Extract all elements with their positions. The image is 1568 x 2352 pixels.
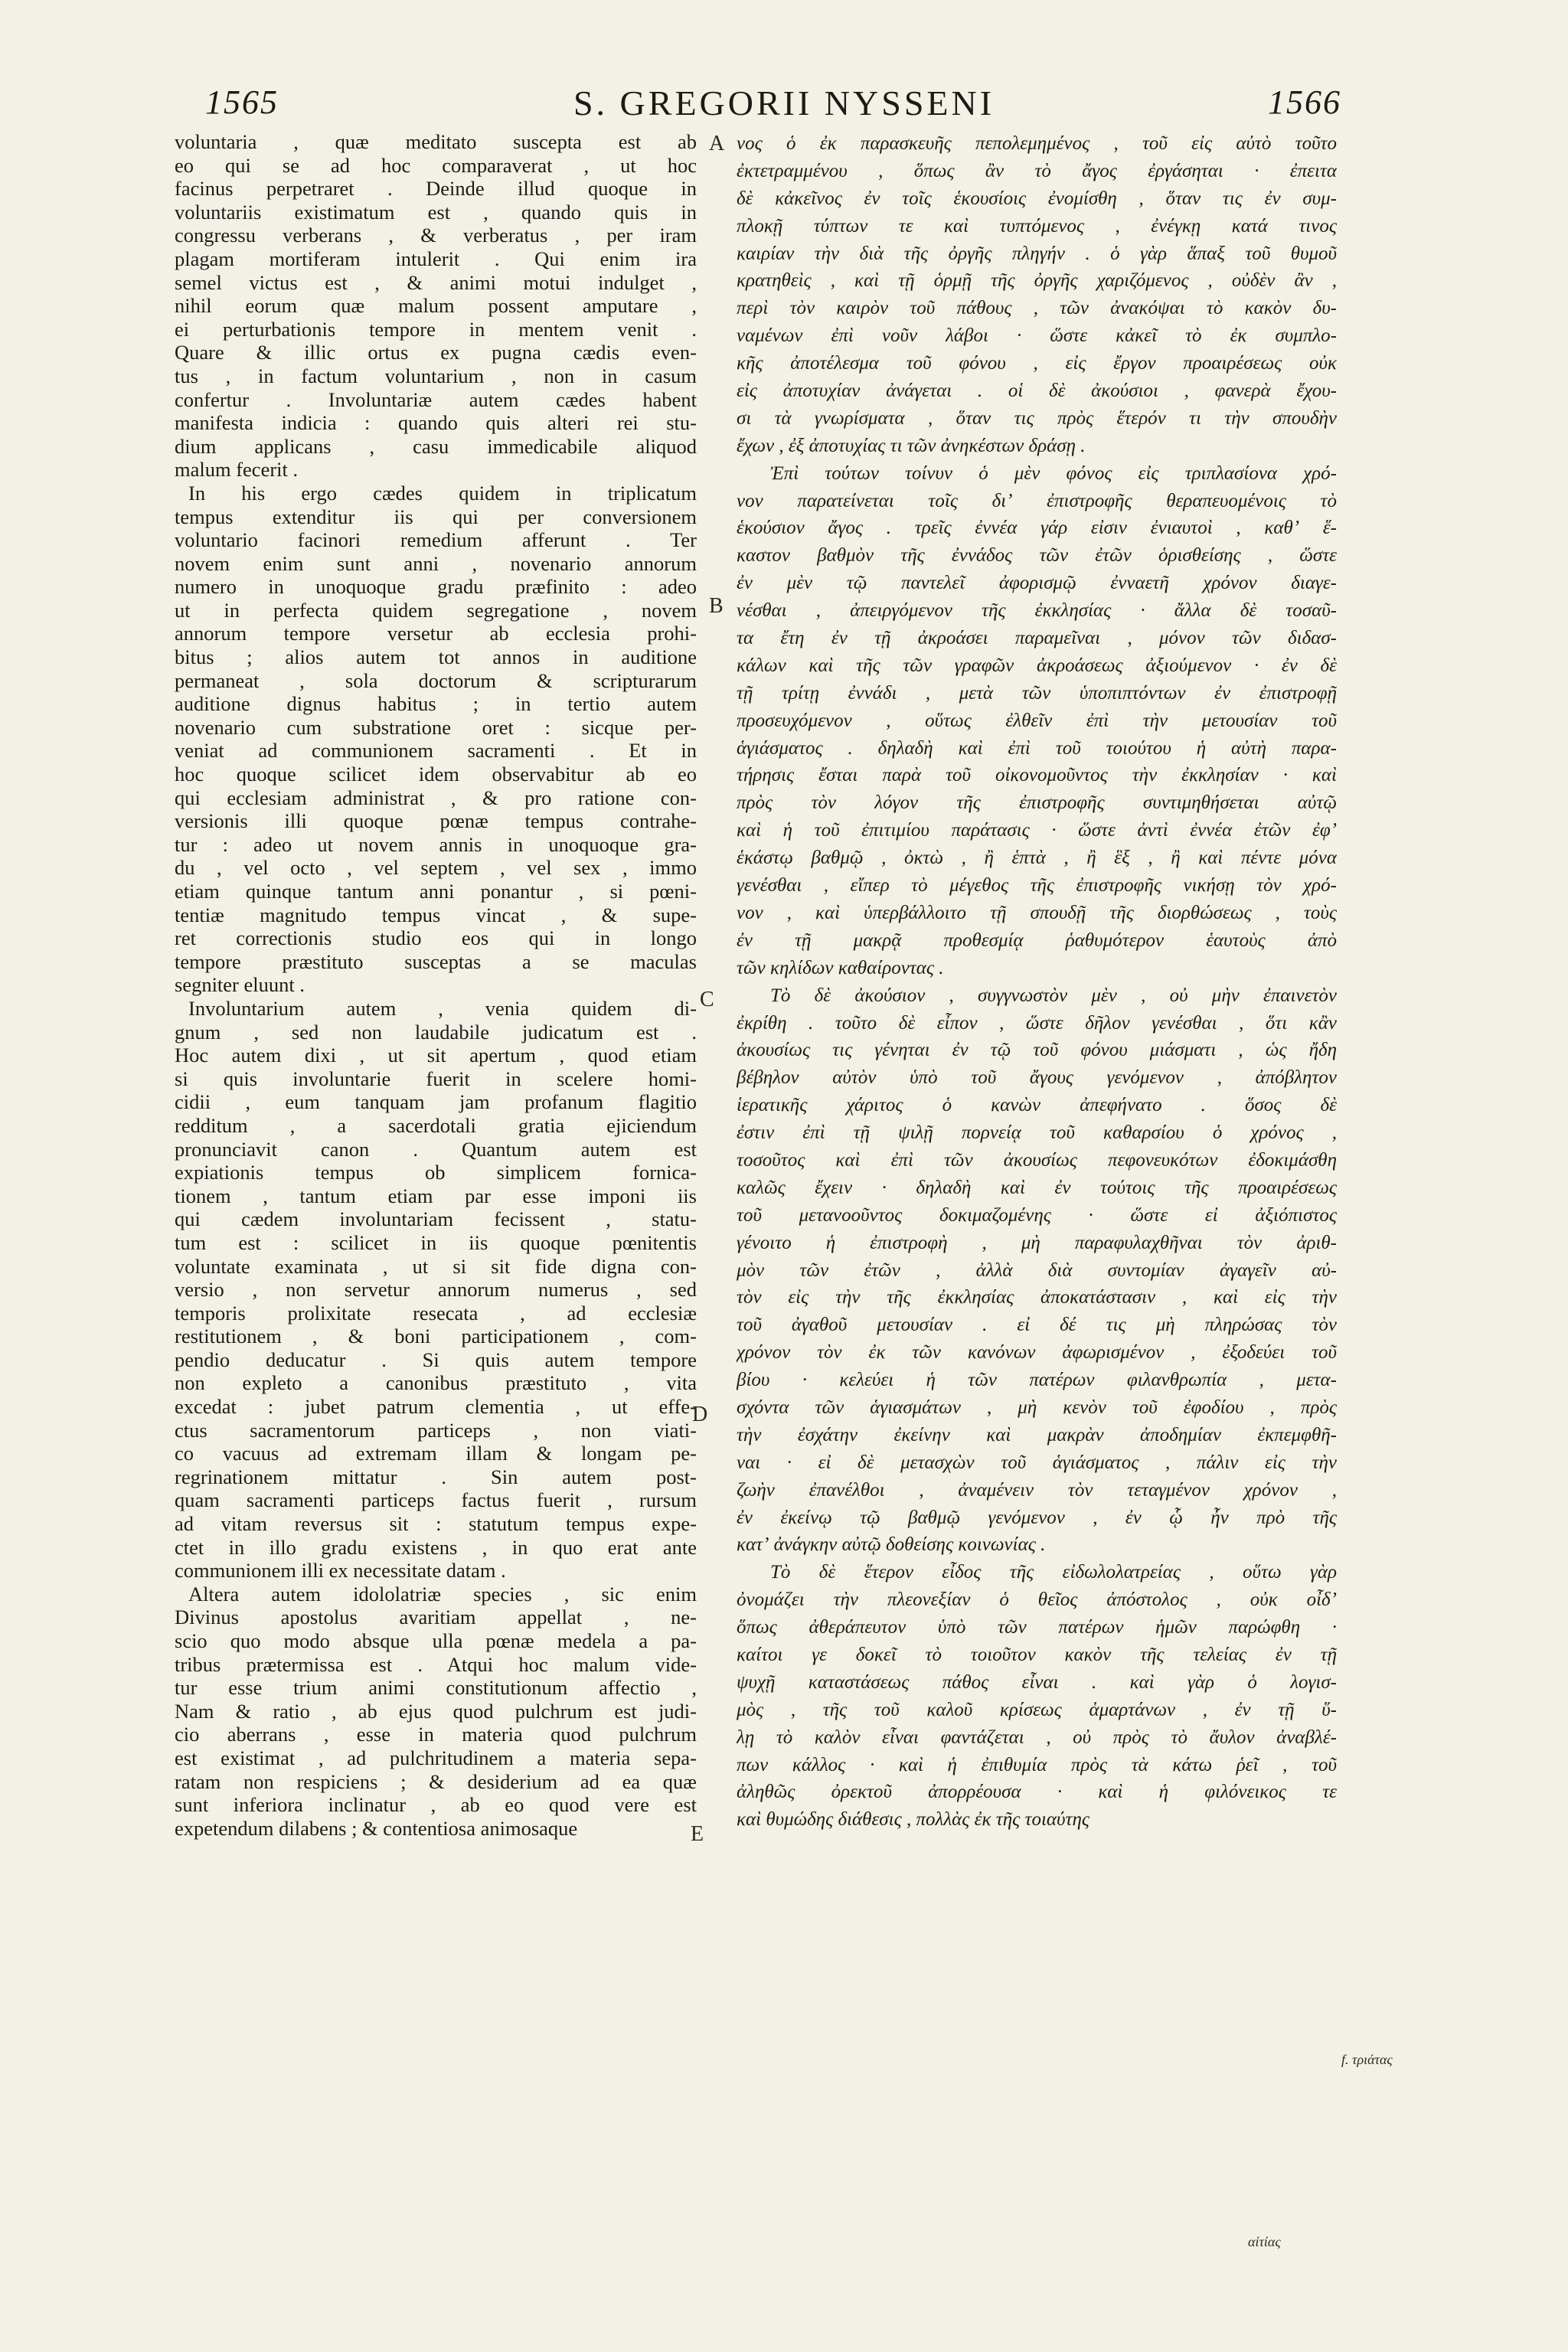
latin-text-line: Altera autem idololatriæ species , sic enim	[188, 1582, 697, 1606]
latin-text-line: pronunciavit canon . Quantum autem est	[175, 1137, 697, 1161]
latin-text-line: tum est : scilicet in iis quoque pœnitentis	[175, 1230, 697, 1254]
greek-text-line: ἁγιάσματος . δηλαδὴ καὶ ἐπὶ τοῦ τοιούτου ἡ αὐτὴ παρα-	[737, 737, 1337, 759]
latin-text-line: confertur . Involuntariæ autem cædes habent	[175, 387, 697, 411]
section-marker-d: D	[692, 1403, 708, 1426]
page-header	[0, 83, 1568, 129]
greek-text-line: ἑκάστῳ βαθμῷ , ὀκτὼ , ἢ ἑπτὰ , ἢ ἓξ , ἢ καὶ πέντε μόνα	[737, 848, 1337, 869]
latin-text-line: sunt inferiora inclinatur , ab eo quod vere est	[175, 1793, 697, 1817]
latin-text-line: ad vitam reversus sit : statutum tempus expe-	[175, 1512, 697, 1536]
latin-text-line: tribus prætermissa est . Atqui hoc malum vide-	[175, 1652, 697, 1676]
greek-text-line: τοῦ ἀγαθοῦ μετουσίαν . εἰ δέ τις μὴ πληρώσας τὸν	[737, 1315, 1337, 1336]
latin-text-line: ratam non respiciens ; & desiderium ad ea quæ	[175, 1769, 697, 1793]
latin-text-line: voluntario facinori remedium afferunt . Ter	[175, 528, 697, 552]
latin-column	[175, 130, 697, 1840]
latin-text-line: tempore præstituto susceptas a se maculas	[175, 949, 697, 973]
latin-text-line: restitutionem , & boni participationem , com-	[175, 1325, 697, 1348]
latin-text-line: tentiæ magnitudo tempus vincat , & supe-	[175, 903, 697, 926]
latin-text-line: gnum , sed non laudabile judicatum est .	[175, 1020, 697, 1044]
latin-text-line: voluntate examinata , ut si sit fide digna con-	[175, 1254, 697, 1278]
latin-text-line: Nam & ratio , ab ejus quod pulchrum est judi-	[175, 1699, 697, 1723]
section-marker-c: C	[700, 988, 714, 1011]
latin-text-line: cio aberrans , esse in materia quod pulchrum	[175, 1723, 697, 1746]
greek-column	[737, 130, 1337, 1834]
latin-text-line: qui cædem involuntariam fecissent , statu-	[175, 1207, 697, 1231]
latin-text-line: communionem illi ex necessitate datam .	[175, 1559, 506, 1583]
greek-text-line: γενέσθαι , εἴπερ τὸ μέγεθος τῆς ἐπιστροφῆς νικήσῃ τὸν χρό-	[737, 875, 1337, 897]
greek-text-line: κάλων καὶ τῆς τῶν γραφῶν ἀκροάσεως ἀξιούμενον · ἐν δὲ	[737, 655, 1337, 676]
greek-text-line: νος ὁ ἐκ παρασκευῆς πεπολεμημένος , τοῦ εἰς αὐτὸ τοῦτο	[737, 133, 1337, 154]
greek-text-line: εἰς ἀποτυχίαν ἀνάγεται . οἱ δὲ ἀκούσιοι , φανερὰ ἔχου-	[737, 381, 1337, 402]
latin-text-line: congressu verberans , & verberatus , per iram	[175, 224, 697, 247]
greek-text-line: λῃ τὸ καλὸν εἶναι φαντάζεται , οὐ πρὸς τὸ ἄυλον ἀναβλέ-	[737, 1726, 1337, 1748]
greek-text-line: τῶν κηλίδων καθαίροντας .	[737, 957, 944, 978]
latin-text-line: ei perturbationis tempore in mentem venit .	[175, 317, 697, 341]
greek-text-line: νον παρατείνεται τοῖς διʼ ἐπιστροφῆς θεραπευομένοις τὸ	[737, 490, 1337, 511]
greek-text-line: πλοκῇ τύπτων τε καὶ τυπτόμενος , ἐνέγκῃ κατά τινος	[737, 215, 1337, 237]
latin-text-line: Involuntarium autem , venia quidem di-	[188, 996, 697, 1020]
page-number-left: 1565	[205, 83, 279, 121]
latin-text-line: facinus perpetraret . Deinde illud quoque in	[175, 177, 697, 201]
latin-text-line: segniter eluunt .	[175, 973, 305, 997]
latin-text-line: voluntaria , quæ meditato suscepta est ab	[175, 130, 697, 153]
latin-text-line: voluntariis existimatum est , quando quis in	[175, 200, 697, 224]
section-marker-b: B	[709, 594, 724, 618]
latin-text-line: ctus sacramentorum particeps , non viati-	[175, 1418, 697, 1442]
latin-text-line: du , vel octo , vel septem , vel sex , immo	[175, 856, 697, 880]
greek-text-line: περὶ τὸν καιρὸν τοῦ πάθους , τῶν ἀνακόψαι τὸ κακὸν δυ-	[737, 298, 1337, 319]
latin-text-line: est existimat , ad pulchritudinem a materia sepa-	[175, 1746, 697, 1769]
greek-text-line: γένοιτο ἡ ἐπιστροφὴ , μὴ παραφυλαχθῆναι τὸν ἀριθ-	[737, 1232, 1337, 1253]
latin-text-line: ret correctionis studio eos qui in longo	[175, 926, 697, 950]
section-marker-a: A	[709, 132, 725, 155]
latin-text-line: redditum , a sacerdotali gratia ejiciendum	[175, 1113, 697, 1137]
latin-text-line: hoc quoque scilicet idem observabitur ab eo	[175, 763, 697, 786]
greek-text-line: καλῶς ἔχειν · δηλαδὴ καὶ ἐν τούτοις τῆς προαιρέσεως	[737, 1177, 1337, 1198]
latin-text-line: bitus ; alios autem tot annos in auditione	[175, 645, 697, 669]
greek-text-line: ναι · εἰ δὲ μετασχὼν τοῦ ἁγιάσματος , πάλιν εἰς τὴν	[737, 1452, 1337, 1473]
latin-text-line: co vacuus ad extremam illam & longam pe-	[175, 1442, 697, 1465]
greek-text-line: κρατηθεὶς , καὶ τῇ ὁρμῇ τῆς ὀργῆς χαριζόμενος , οὐδὲν ἂν ,	[737, 270, 1337, 292]
greek-text-line: σχόντα τῶν ἁγιασμάτων , μὴ κενὸν τοῦ ἐφοδίου , πρὸς	[737, 1396, 1337, 1418]
greek-text-line: κῆς ἀποτέλεσμα τοῦ φόνου , εἰς ἔργον προαιρέσεως οὐκ	[737, 353, 1337, 374]
latin-text-line: manifesta indicia : quando quis alteri rei stu-	[175, 411, 697, 435]
latin-text-line: Hoc autem dixi , ut sit apertum , quod etiam	[175, 1044, 697, 1067]
latin-text-line: scio quo modo absque ulla pœnæ medela a pa-	[175, 1629, 697, 1652]
greek-text-line: τοῦ μετανοοῦντος δοκιμαζομένης · ὥστε εἰ ἀξιόπιστος	[737, 1204, 1337, 1226]
greek-text-line: τα ἔτη ἐν τῇ ἀκροάσει παραμεῖναι , μόνον τῶν διδασ-	[737, 628, 1337, 649]
latin-text-line: expetendum dilabens ; & contentiosa animosaque	[175, 1816, 578, 1840]
latin-text-line: tempus extenditur iis qui per conversionem	[175, 505, 697, 528]
greek-text-line: χρόνον τὸν ἐκ τῶν κανόνων ἀφωρισμένον , ἐξοδεύει τοῦ	[737, 1342, 1337, 1364]
latin-text-line: veniat ad communionem sacramenti . Et in	[175, 739, 697, 763]
greek-text-line: ζωὴν ἐπανέλθοι , ἀναμένειν τὸν τεταγμένον χρόνον ,	[737, 1479, 1337, 1501]
greek-text-line: νέσθαι , ἀπειργόμενον τῆς ἐκκλησίας · ἄλλα δὲ τοσαῦ-	[737, 600, 1337, 622]
latin-text-line: novem enim sunt anni , novenario annorum	[175, 551, 697, 575]
latin-text-line: quam sacramenti particeps factus fuerit , rursum	[175, 1488, 697, 1512]
greek-text-line: τῇ τρίτῃ ἐννάδι , μετὰ τῶν ὑποπιπτόντων ἐν ἐπιστροφῇ	[737, 682, 1337, 704]
latin-text-line: versionis illi quoque pœnæ tempus contrahe-	[175, 809, 697, 833]
greek-text-line: ἐν μὲν τῷ παντελεῖ ἀφορισμῷ ἐνναετῆ χρόνον διαγε-	[737, 573, 1337, 594]
greek-text-line: ψυχῇ καταστάσεως πάθος εἶναι . καὶ γὰρ ὁ λογισ-	[737, 1671, 1337, 1693]
greek-text-line: ἐκρίθη . τοῦτο δὲ εἶπον , ὥστε δῆλον γενέσθαι , ὅτι κἂν	[737, 1012, 1337, 1034]
latin-text-line: nihil eorum quæ malum possent amputare ,	[175, 294, 697, 318]
latin-text-line: pendio deducatur . Si quis autem tempore	[175, 1348, 697, 1371]
latin-text-line: semel victus est , & animi motui indulget ,	[175, 270, 697, 294]
greek-text-line: μὸς , τῆς τοῦ καλοῦ κρίσεως ἁμαρτάνων , ἐν τῇ ὕ-	[737, 1699, 1337, 1720]
greek-text-line: Τὸ δὲ ἀκούσιον , συγγνωστὸν μὲν , οὐ μὴν ἐπαινετὸν	[770, 985, 1337, 1006]
latin-text-line: In his ergo cædes quidem in triplicatum	[188, 481, 697, 505]
latin-text-line: plagam mortiferam intulerit . Qui enim ira	[175, 247, 697, 270]
latin-text-line: tus , in factum voluntarium , non in casum	[175, 364, 697, 387]
greek-text-line: ἐστιν ἐπὶ τῇ ψιλῇ πορνείᾳ τοῦ καθαρσίου ὁ χρόνος ,	[737, 1122, 1337, 1144]
greek-text-line: πων κάλλος · καὶ ἡ ἐπιθυμία πρὸς τὰ κάτω ῥεῖ , τοῦ	[737, 1754, 1337, 1775]
latin-text-line: etiam quinque tantum anni ponantur , si pœni-	[175, 880, 697, 903]
greek-text-line: μὸν τῶν ἐτῶν , ἀλλὰ διὰ συντομίαν ἀγαγεῖν αὐ-	[737, 1259, 1337, 1281]
greek-text-line: καὶ θυμώδης διάθεσις , πολλὰς ἐκ τῆς τοιαύτης	[737, 1809, 1089, 1831]
greek-text-line: Τὸ δὲ ἕτερον εἶδος τῆς εἰδωλολατρείας , οὕτω γὰρ	[770, 1562, 1337, 1583]
greek-text-line: πρὸς τὸν λόγον τῆς ἐπιστροφῆς συντιμηθήσεται αὐτῷ	[737, 792, 1337, 814]
greek-text-line: καστον βαθμὸν τῆς ἐννάδος τῶν ἐτῶν ὁρισθείσης , ὥστε	[737, 545, 1337, 567]
greek-text-line: καὶ ἡ τοῦ ἐπιτιμίου παράτασις · ὥστε ἀντὶ ἐννέα ἐτῶν ἐφʼ	[737, 820, 1337, 841]
greek-text-line: ὀνομάζει τὴν πλεονεξίαν ὁ θεῖος ἀπόστολος , οὐκ οἶδʼ	[737, 1589, 1337, 1611]
greek-text-line: βίου · κελεύει ἡ τῶν πατέρων φιλανθρωπία , μετα-	[737, 1370, 1337, 1391]
latin-text-line: malum fecerit .	[175, 458, 299, 482]
greek-text-line: τοσοῦτος καὶ ἐπὶ τῶν ἀκουσίως πεφονευκότων ἐδοκιμάσθη	[737, 1149, 1337, 1171]
latin-text-line: dium applicans , casu immedicabile aliquod	[175, 434, 697, 458]
latin-text-line: auditione dignus habitus ; in tertio autem	[175, 692, 697, 716]
catchword: αἰτίας	[1248, 2234, 1281, 2249]
latin-text-line: regrinationem mittatur . Sin autem post-	[175, 1465, 697, 1488]
page-number-right: 1566	[1268, 83, 1341, 121]
latin-text-line: novenario cum substratione oret : sicque per-	[175, 715, 697, 739]
running-title: S. GREGORII NYSSENI	[573, 83, 995, 122]
greek-text-line: τήρησις ἔσται παρὰ τοῦ οἰκονομοῦντος τὴν ἐκκλησίαν · καὶ	[737, 765, 1337, 786]
greek-text-line: ὅπως ἀθεράπευτον ὑπὸ τῶν πατέρων ἡμῶν παρώφθη ·	[737, 1617, 1337, 1638]
latin-text-line: annorum tempore versetur ab ecclesia prohi-	[175, 622, 697, 645]
latin-text-line: Quare & illic ortus ex pugna cædis even-	[175, 341, 697, 364]
latin-text-line: permaneat , sola doctorum & scripturarum	[175, 668, 697, 692]
latin-text-line: ctet in illo gradu existens , in quo erat ante	[175, 1535, 697, 1559]
greek-text-line: ἔχων , ἐξ ἀποτυχίας τι τῶν ἀνηκέστων δράσῃ .	[737, 435, 1086, 456]
greek-text-line: δὲ κἀκεῖνος ἐν τοῖς ἑκουσίοις ἐνομίσθη , ὅταν τις ἐν συμ-	[737, 188, 1337, 209]
greek-text-line: ἱερατικῆς χάριτος ὁ κανὼν ἀπεφήνατο . ὅσος δὲ	[737, 1095, 1337, 1116]
latin-text-line: ut in perfecta quidem segregatione , novem	[175, 598, 697, 622]
greek-text-line: ναμένων ἐπὶ νοῦν λάβοι · ὥστε κἀκεῖ τὸ ἐκ συμπλο-	[737, 325, 1337, 347]
latin-text-line: versio , non servetur annorum numerus , sed	[175, 1278, 697, 1302]
latin-text-line: eo qui se ad hoc comparaverat , ut hoc	[175, 153, 697, 177]
greek-text-line: σι τὰ γνωρίσματα , ὅταν τις πρὸς ἕτερόν τι τὴν σπουδὴν	[737, 407, 1337, 429]
greek-text-line: βέβηλον αὐτὸν ὑπὸ τοῦ ἄγους γενόμενον , ἀπόβλητον	[737, 1067, 1337, 1089]
greek-text-line: τὸν εἰς τὴν τῆς ἐκκλησίας ἀποκατάστασιν , καὶ εἰς τὴν	[737, 1287, 1337, 1308]
greek-text-line: κατʼ ἀνάγκην αὐτῷ δοθείσης κοινωνίας .	[737, 1534, 1046, 1556]
greek-text-line: Ἐπὶ τούτων τοίνυν ὁ μὲν φόνος εἰς τριπλασίονα χρό-	[770, 462, 1337, 484]
section-marker-e: E	[691, 1822, 704, 1846]
greek-text-line: ἐν ἐκείνῳ τῷ βαθμῷ γενόμενον , ἐν ᾧ ἦν πρὸ τῆς	[737, 1507, 1337, 1528]
latin-text-line: excedat : jubet patrum clementia , ut effe-	[175, 1395, 697, 1419]
latin-text-line: numero in unoquoque gradu præfinito : adeo	[175, 575, 697, 599]
latin-text-line: qui ecclesiam administrat , & pro ratione con-	[175, 786, 697, 809]
latin-text-line: si quis involuntarie fuerit in scelere homi-	[175, 1067, 697, 1090]
greek-text-line: νον , καὶ ὑπερβάλλοιτο τῇ σπουδῇ τῆς διορθώσεως , τοὺς	[737, 902, 1337, 923]
greek-text-line: καιρίαν τὴν διὰ τῆς ὀργῆς πληγήν . ὁ γὰρ ἅπαξ τοῦ θυμοῦ	[737, 243, 1337, 264]
latin-text-line: expiationis tempus ob simplicem fornica-	[175, 1161, 697, 1184]
latin-text-line: tur : adeo ut novem annis in unoquoque gra-	[175, 832, 697, 856]
greek-text-line: ἀκουσίως τις γένηται ἐν τῷ τοῦ φόνου μιάσματι , ὡς ἤδη	[737, 1040, 1337, 1061]
latin-text-line: tionem , tantum etiam par esse imponi iis	[175, 1184, 697, 1207]
greek-text-line: ἐκτετραμμένου , ὅπως ἂν τὸ ἄγος ἐργάσηται · ἐπειτα	[737, 160, 1337, 181]
greek-text-line: καίτοι γε δοκεῖ τὸ τοιοῦτον κακὸν τῆς τελείας ἐν τῇ	[737, 1644, 1337, 1665]
latin-text-line: tur esse trium animi constitutionum affectio ,	[175, 1676, 697, 1700]
latin-text-line: temporis prolixitate resecata , ad ecclesiæ	[175, 1301, 697, 1325]
greek-text-line: ἐν τῇ μακρᾷ προθεσμίᾳ ῥαθυμότερον ἑαυτοὺς ἀπὸ	[737, 929, 1337, 951]
greek-text-line: προσευχόμενον , οὕτως ἐλθεῖν ἐπὶ τὴν μετουσίαν τοῦ	[737, 710, 1337, 731]
latin-text-line: non expleto a canonibus præstituto , vita	[175, 1371, 697, 1395]
margin-note: f. τριάτας	[1341, 2052, 1393, 2067]
greek-text-line: ἀληθῶς ὀρεκτοῦ ἀπορρέουσα · καὶ ἡ φιλόνεικος τε	[737, 1782, 1337, 1803]
latin-text-line: cidii , eum tanquam jam profanum flagitio	[175, 1090, 697, 1114]
greek-text-line: ἑκούσιον ἄγος . τρεῖς ἐννέα γάρ εἰσιν ἐνιαυτοὶ , καθʼ ἕ-	[737, 518, 1337, 539]
latin-text-line: Divinus apostolus avaritiam appellat , ne-	[175, 1606, 697, 1629]
greek-text-line: τὴν ἐσχάτην ἐκείνην καὶ μακρὰν ἀποδημίαν ἐκπεμφθῆ-	[737, 1424, 1337, 1446]
